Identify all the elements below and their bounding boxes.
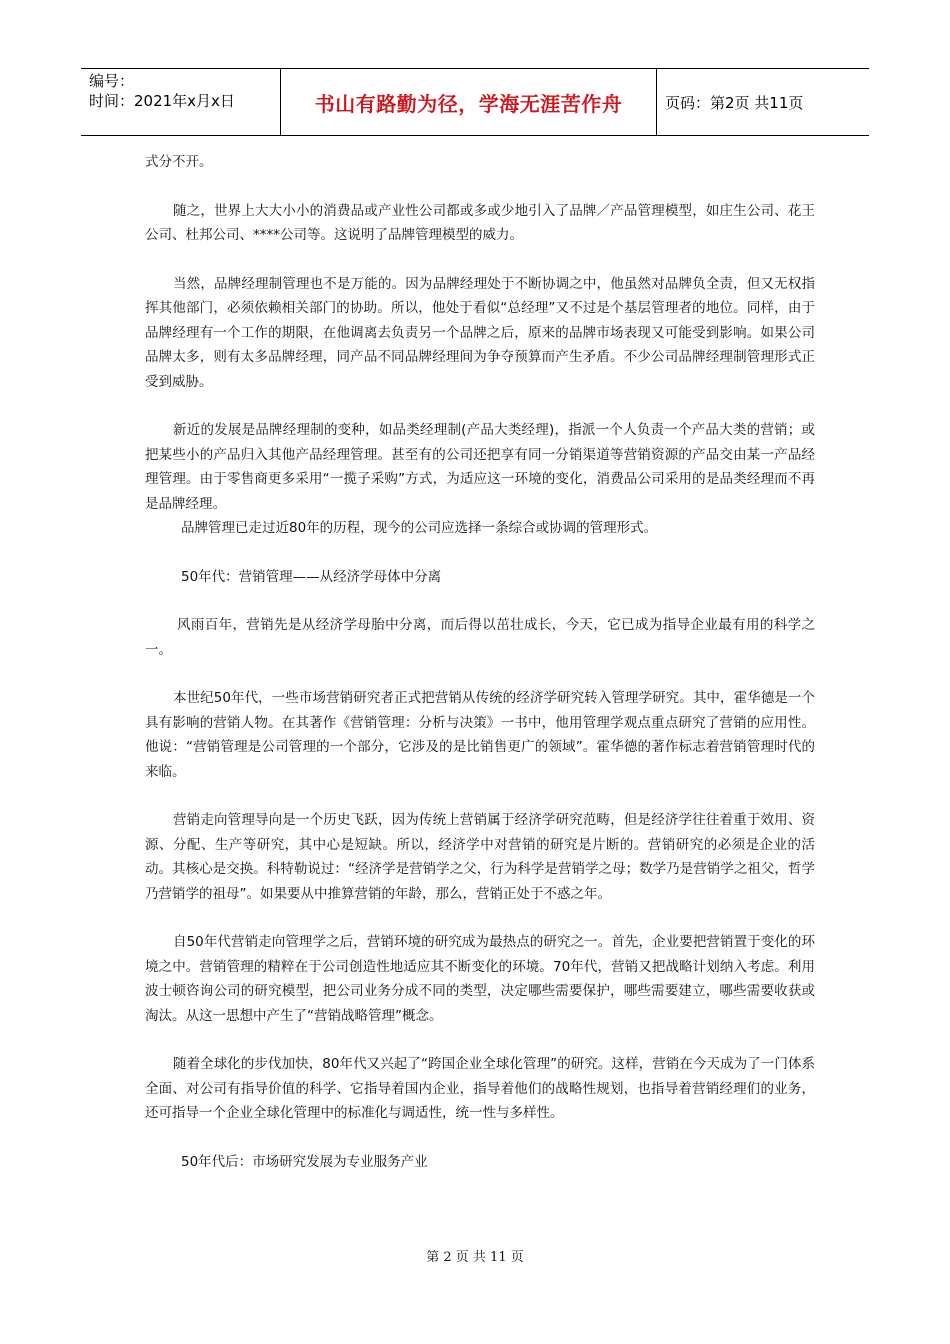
- header-page-info: 页码：第2页 共11页: [665, 93, 804, 112]
- document-body: [145, 150, 815, 1174]
- paragraph: 自50年代营销走向管理学之后，营销环境的研究成为最热点的研究之一。首先，企业要把营销置于变化的环境之中。营销管理的精粹在于公司创造性地适应其不断变化的环境。70年代，营销又把战略计划纳入考虑。利用波士顿咨询公司的研究模型，把公司业务分成不同的类型，决定哪些需要保护，哪些需要建立，哪些需要收获或淘汰。从这一思想中产生了“营销战略管理”概念。: [145, 934, 815, 1024]
- section-heading: 50年代：营销管理——从经济学母体中分离: [181, 568, 442, 585]
- time-label: 时间：2021年x月x日: [89, 92, 235, 110]
- paragraph: 当然，品牌经理制管理也不是万能的。因为品牌经理处于不断协调之中，他虽然对品牌负全责，但又无权指挥其他部门，必须依赖相关部门的协助。所以，他处于看似“总经理”又不过是个基层管理者的地位。同样，由于品牌经理有一个工作的期限，在他调离去负责另一个品牌之后，原来的品牌市场表现又可能受到影响。如果公司品牌太多，则有太多品牌经理，同产品不同品牌经理间为争夺预算而产生矛盾。不少公司品牌经理制管理形式正受到威胁。: [145, 275, 815, 390]
- paragraph: 新近的发展是品牌经理制的变种，如品类经理制(产品大类经理)，指派一个人负责一个产品大类的营销；或把某些小的产品归入其他产品经理管理。甚至有的公司还把享有同一分销渠道等营销资源的产品交由某一产品经理管理。由于零售商更多采用“一揽子采购”方式，为适应这一环境的变化，消费品公司采用的是品类经理而不再是品牌经理。: [145, 422, 815, 512]
- header-meta: [81, 69, 281, 135]
- page-footer: 第 2 页 共 11 页: [426, 1250, 524, 1265]
- paragraph: 随之，世界上大大小小的消费品或产业性公司都或多或少地引入了品牌／产品管理模型，如庄生公司、花王公司、杜邦公司、****公司等。这说明了品牌管理模型的威力。: [145, 202, 815, 243]
- paragraph: 营销走向管理导向是一个历史飞跃，因为传统上营销属于经济学研究范畴，但是经济学往往着重于效用、资源、分配、生产等研究，其中心是短缺。所以，经济学中对营销的研究是片断的。营销研究的必须是企业的活动。其核心是交换。科特勒说过：“经济学是营销学之父，行为科学是营销学之母；数学乃是营销学之祖父，哲学乃营销学的祖母”。如果要从中推算营销的年龄，那么，营销正处于不惑之年。: [145, 812, 815, 902]
- paragraph: 随着全球化的步伐加快，80年代又兴起了“跨国企业全球化管理”的研究。这样，营销在今天成为了一门体系全面、对公司有指导价值的科学、它指导着国内企业，指导着他们的战略性规划，也指导着营销经理们的业务，还可指导一个企业全球化管理中的标准化与调适性，统一性与多样性。: [145, 1056, 815, 1121]
- paragraph: 品牌管理已走过近80年的历程，现今的公司应选择一条综合或协调的管理形式。: [181, 520, 658, 536]
- paragraph: 本世纪50年代，一些市场营销研究者正式把营销从传统的经济学研究转入管理学研究。其中，霍华德是一个具有影响的营销人物。在其著作《营销管理：分析与决策》一书中，他用管理学观点重点研究了营销的应用性。他说：“营销管理是公司管理的一个部分，它涉及的是比销售更广的领域”。霍华德的著作标志着营销管理时代的来临。: [145, 690, 815, 780]
- paragraph: 式分不开。: [145, 154, 213, 170]
- number-label: 编号：: [89, 72, 135, 90]
- header-motto: 书山有路勤为径，学海无涯苦作舟: [281, 69, 657, 135]
- paragraph: 风雨百年，营销先是从经济学母胎中分离，而后得以茁壮成长，今天，它已成为指导企业最有用的科学之一。: [145, 617, 815, 658]
- section-heading: 50年代后：市场研究发展为专业服务产业: [181, 1153, 428, 1170]
- page-header: [81, 68, 869, 136]
